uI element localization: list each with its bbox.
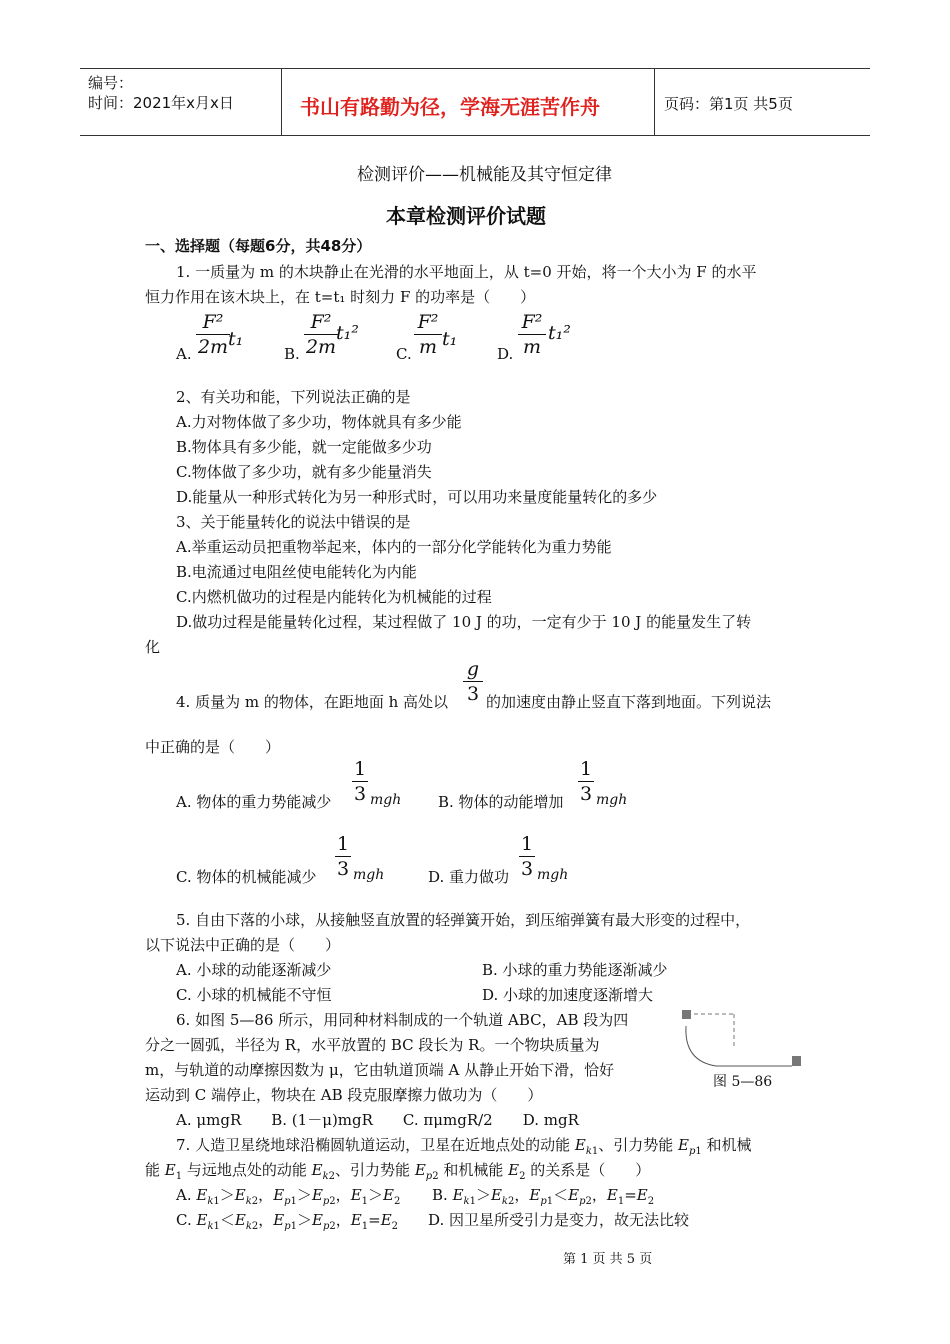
q2-stem: 2、有关功和能，下列说法正确的是 xyxy=(176,388,411,406)
doc-number-label: 编号： xyxy=(88,74,134,92)
q1-option-d-denominator: m xyxy=(522,336,542,358)
q5-option-a: A. 小球的动能逐渐减少 xyxy=(176,961,332,979)
q7-option-c: C. $E_{k1}<E_{k2}$，$E_{p1}>E_{p2}$，$E_1=E_2$ xyxy=(176,1211,399,1232)
q3-option-c: C.内燃机做功的过程是内能转化为机械能的过程 xyxy=(176,588,492,606)
track-arc-ab xyxy=(686,1026,716,1066)
q7-option-b: B. $E_{k1}>E_{k2}$，$E_{p1}<E_{p2}$，$E_1=E_2$ xyxy=(432,1186,655,1207)
figure-caption: 图 5—86 xyxy=(713,1074,773,1090)
q4-stem-pre: 4. 质量为 m 的物体，在距地面 h 高处以 xyxy=(176,693,449,711)
q5-option-c: C. 小球的机械能不守恒 xyxy=(176,986,332,1004)
q4-option-d: D. 重力做功 xyxy=(428,868,510,886)
q1-option-c-label: C. xyxy=(396,345,412,363)
q6-line2: 分之一圆弧，半径为 R，水平放置的 BC 段长为 R。一个物块质量为 xyxy=(145,1036,600,1054)
q2-option-a: A.力对物体做了多少功，物体就具有多少能 xyxy=(176,413,462,431)
q4-option-d-mgh: mgh xyxy=(537,867,569,883)
q1-option-b-fraction xyxy=(304,311,338,358)
q3-option-b: B.电流通过电阻丝使电能转化为内能 xyxy=(176,563,417,581)
fraction-bar xyxy=(352,781,368,782)
q1-option-a-fraction xyxy=(196,311,230,358)
fraction-numerator: 1 xyxy=(353,758,367,780)
q4-acceleration-fraction xyxy=(463,658,483,705)
q1-option-d-suffix: t₁² xyxy=(548,322,571,344)
q5-line1: 5. 自由下落的小球，从接触竖直放置的轻弹簧开始，到压缩弹簧有最大形变的过程中， xyxy=(176,911,751,929)
q1-option-a-label: A. xyxy=(176,345,192,363)
q1-option-c-suffix: t₁ xyxy=(442,328,458,350)
q4-option-b-fraction xyxy=(578,758,594,805)
q1-option-b-label: B. xyxy=(284,345,300,363)
fraction-numerator: 1 xyxy=(520,833,534,855)
q4-stem-post: 的加速度由静止竖直下落到地面。下列说法 xyxy=(486,693,772,711)
q1-option-d-label: D. xyxy=(497,345,514,363)
fraction-denominator: 3 xyxy=(520,858,534,880)
q4-option-b-mgh: mgh xyxy=(596,792,628,808)
header-bottom-border xyxy=(80,135,870,136)
q4-option-c-fraction xyxy=(335,833,351,880)
q4-option-b: B. 物体的动能增加 xyxy=(438,793,564,811)
q5-option-b: B. 小球的重力势能逐渐减少 xyxy=(482,961,668,979)
fraction-bar xyxy=(463,681,483,682)
q2-option-d: D.能量从一种形式转化为另一种形式时，可以用功来量度能量转化的多少 xyxy=(176,488,658,506)
fraction-denominator: 3 xyxy=(336,858,350,880)
q4-option-a-fraction xyxy=(352,758,368,805)
q5-line2: 以下说法中正确的是（ ） xyxy=(145,936,341,954)
q7-line2: 能 $E_1$ 与远地点处的动能 $E_{k2}$、引力势能 $E_{p2}$ 和机械能 $E_2$ 的关系是（ ） xyxy=(145,1161,651,1182)
section-heading: 一、选择题（每题6分，共48分） xyxy=(145,237,372,255)
q2-option-c: C.物体做了多少功，就有多少能量消失 xyxy=(176,463,432,481)
doc-title: 本章检测评价试题 xyxy=(386,204,546,228)
fraction-bar xyxy=(578,781,594,782)
page-footer: 第 1 页 共 5 页 xyxy=(563,1252,653,1267)
q4-option-a-mgh: mgh xyxy=(370,792,402,808)
header-divider-right xyxy=(654,68,655,135)
header-divider-left xyxy=(281,68,282,135)
q4-option-c: C. 物体的机械能减少 xyxy=(176,868,317,886)
q1-option-d-numerator: F² xyxy=(521,311,543,333)
q4-stem-line2: 中正确的是（ ） xyxy=(145,738,281,756)
fraction-bar xyxy=(196,334,230,335)
point-c-marker xyxy=(792,1056,801,1066)
point-a-marker xyxy=(682,1010,691,1019)
q7-option-a: A. $E_{k1}>E_{k2}$，$E_{p1}>E_{p2}$，$E_1>E_2$ xyxy=(176,1186,401,1207)
q1-line1: 1. 一质量为 m 的木块静止在光滑的水平地面上，从 t=0 开始，将一个大小为 F 的水平 xyxy=(176,263,757,281)
q1-option-c-fraction xyxy=(414,311,442,358)
doc-date-label: 时间：2021年x月x日 xyxy=(88,94,234,112)
fraction-numerator: 1 xyxy=(579,758,593,780)
q7-option-d: D. 因卫星所受引力是变力，故无法比较 xyxy=(428,1211,690,1229)
q3-option-a: A.举重运动员把重物举起来，体内的一部分化学能转化为重力势能 xyxy=(176,538,612,556)
q4-option-d-fraction xyxy=(519,833,535,880)
q1-option-a-denominator: 2m xyxy=(197,336,229,358)
fraction-numerator: 1 xyxy=(336,833,350,855)
q7-line1: 7. 人造卫星绕地球沿椭圆轨道运动，卫星在近地点处的动能 $E_{k1}$、引力势能 $E_{p1}$ 和机械 xyxy=(176,1136,752,1157)
fraction-bar xyxy=(335,856,351,857)
header-top-border xyxy=(80,68,870,69)
q3-option-d-line2: 化 xyxy=(145,638,161,656)
q4-frac-numerator: g xyxy=(466,658,480,680)
q6-line1: 6. 如图 5—86 所示，用同种材料制成的一个轨道 ABC，AB 段为四 xyxy=(176,1011,629,1029)
header-page-info: 页码：第1页 共5页 xyxy=(664,95,793,113)
q3-stem: 3、关于能量转化的说法中错误的是 xyxy=(176,513,411,531)
q1-option-b-suffix: t₁² xyxy=(336,322,359,344)
q4-option-a: A. 物体的重力势能减少 xyxy=(176,793,332,811)
fraction-bar xyxy=(519,856,535,857)
figure-5-86-track xyxy=(676,1006,806,1072)
header-motto: 书山有路勤为径，学海无涯苦作舟 xyxy=(300,95,600,119)
q1-option-c-numerator: F² xyxy=(417,311,439,333)
q1-line2: 恒力作用在该木块上，在 t=t₁ 时刻力 F 的功率是（ ） xyxy=(145,288,536,306)
q4-option-c-mgh: mgh xyxy=(353,867,385,883)
q1-option-a-numerator: F² xyxy=(202,311,224,333)
q1-option-b-denominator: 2m xyxy=(305,336,337,358)
fraction-bar xyxy=(414,334,442,335)
fraction-denominator: 3 xyxy=(579,783,593,805)
fraction-denominator: 3 xyxy=(353,783,367,805)
q4-frac-denominator: 3 xyxy=(466,683,480,705)
fraction-bar xyxy=(304,334,338,335)
q6-line4: 运动到 C 端停止，物块在 AB 段克服摩擦力做功为（ ） xyxy=(145,1086,543,1104)
q1-option-a-suffix: t₁ xyxy=(228,328,244,350)
q6-line3: m，与轨道的动摩擦因数为 μ，它由轨道顶端 A 从静止开始下滑，恰好 xyxy=(145,1061,615,1079)
q1-option-c-denominator: m xyxy=(418,336,438,358)
q5-option-d: D. 小球的加速度逐渐增大 xyxy=(482,986,654,1004)
doc-subtitle: 检测评价——机械能及其守恒定律 xyxy=(357,165,612,185)
q2-option-b: B.物体具有多少能，就一定能做多少功 xyxy=(176,438,432,456)
q6-options: A. μmgR B. (1－μ)mgR C. πμmgR/2 D. mgR xyxy=(176,1111,579,1129)
q1-option-b-numerator: F² xyxy=(310,311,332,333)
fraction-bar xyxy=(518,334,546,335)
q3-option-d-line1: D.做功过程是能量转化过程，某过程做了 10 J 的功，一定有少于 10 J 的能量发生了转 xyxy=(176,613,752,631)
q1-option-d-fraction xyxy=(518,311,546,358)
